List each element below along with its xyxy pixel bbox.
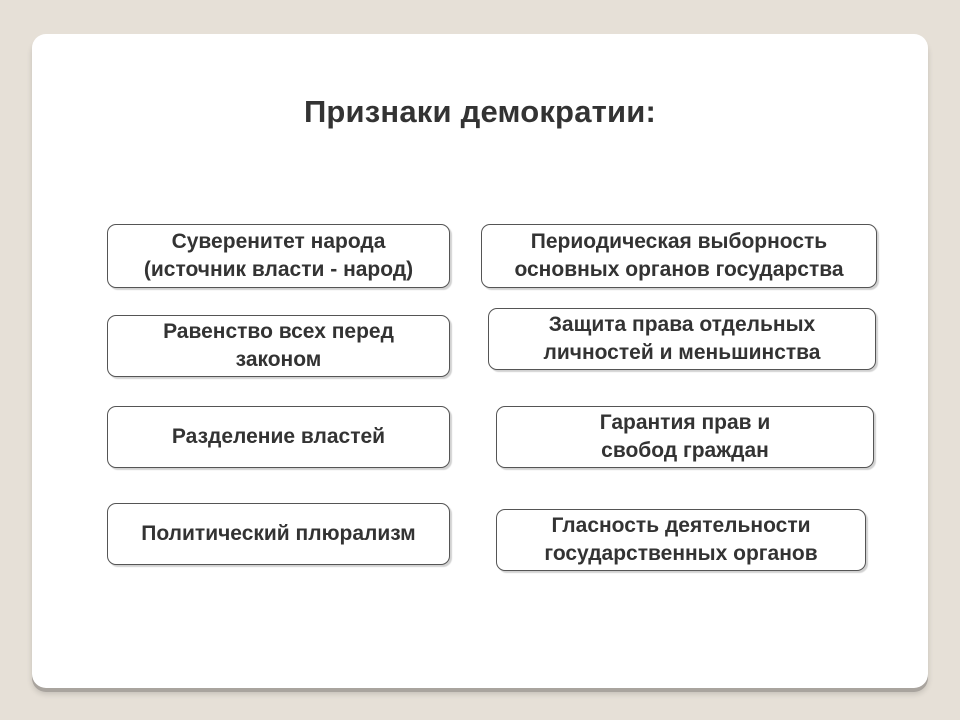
feature-box-equality-before-law: Равенство всех перед законом [107,315,450,377]
feature-box-minority-rights: Защита права отдельных личностей и меньшинства [488,308,876,370]
feature-box-transparency: Гласность деятельности государственных органов [496,509,866,571]
feature-box-popular-sovereignty: Суверенитет народа (источник власти - народ) [107,224,450,288]
feature-box-rights-guarantee: Гарантия прав и свобод граждан [496,406,874,468]
slide-title: Признаки демократии: [303,94,657,129]
feature-box-periodic-elections: Периодическая выборность основных органов государства [481,224,877,288]
feature-box-political-pluralism: Политический плюрализм [107,503,450,565]
feature-box-separation-of-powers: Разделение властей [107,406,450,468]
